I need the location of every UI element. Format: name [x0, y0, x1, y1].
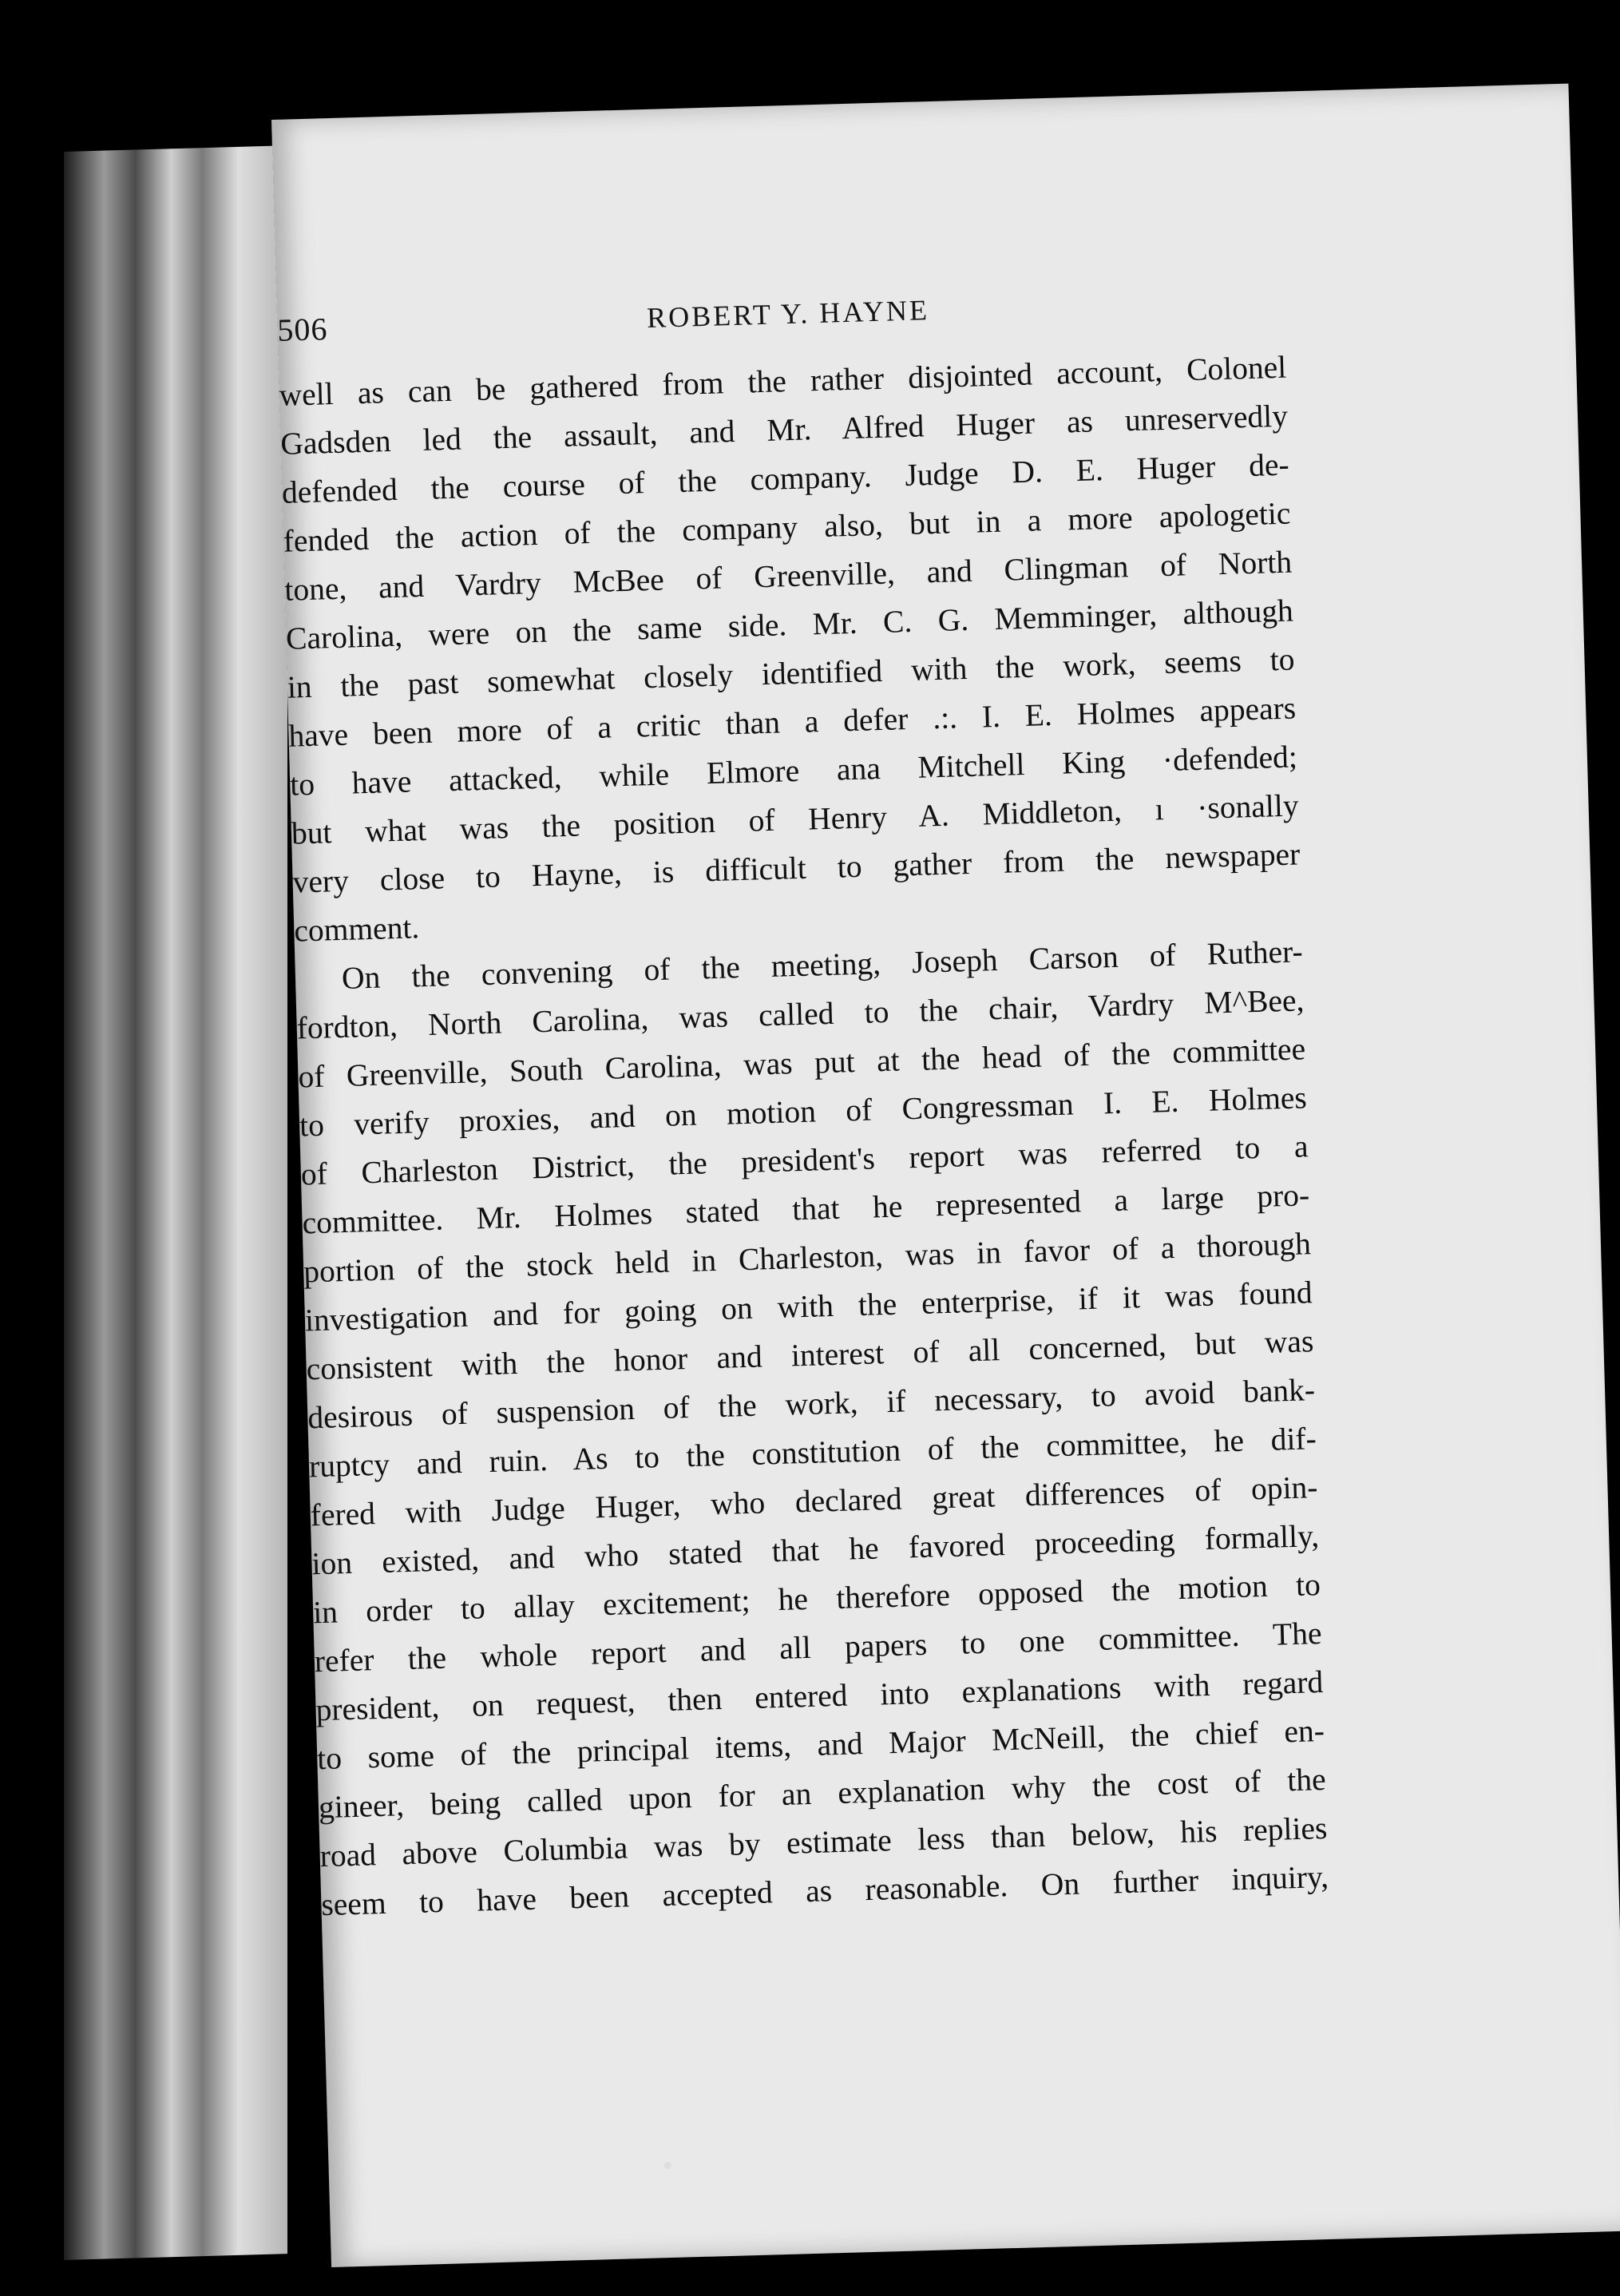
text-line: defended the course of the company. Judge D. E. Huger de-: [281, 446, 1290, 510]
text-line: tone, and Vardry McBee of Greenville, and Clingman of North: [283, 544, 1293, 608]
text-line: committee. Mr. Holmes stated that he represented a large pro-: [301, 1177, 1310, 1241]
paragraph-1: [279, 343, 1302, 956]
text-line: in order to allay excitement; he therefore opposed the motion to: [312, 1567, 1321, 1631]
text-line: of Greenville, South Carolina, was put at the head of the committee: [297, 1031, 1306, 1095]
text-line: refer the whole report and all papers to one committee. The: [314, 1616, 1323, 1679]
running-head: ROBERT Y. HAYNE: [646, 294, 930, 334]
text-line: to some of the principal items, and Major McNeill, the chief en-: [316, 1712, 1325, 1777]
text-line: Gadsden led the assault, and Mr. Alfred Huger as unreservedly: [279, 398, 1289, 462]
text-line: seem to have been accepted as reasonable. On further inquiry,: [320, 1858, 1329, 1923]
text-line: well as can be gathered from the rather disjointed account, Colonel: [279, 349, 1287, 413]
text-line: ion existed, and who stated that he favored proceeding formally,: [311, 1518, 1320, 1582]
paragraph-2: [295, 927, 1329, 1929]
text-line: Carolina, were on the same side. Mr. C. G. Memminger, although: [285, 593, 1294, 656]
text-line: in the past somewhat closely identified with the work, seems to: [287, 641, 1295, 705]
text-line: of Charleston District, the president's report was referred to a: [300, 1128, 1309, 1192]
text-line: fordton, North Carolina, was called to the chair, Vardry M^Bee,: [296, 982, 1305, 1046]
text-line: desirous of suspension of the work, if necessary, to avoid bank-: [307, 1372, 1316, 1436]
text-line: president, on request, then entered into explanations with regard: [315, 1664, 1324, 1728]
body-text: [279, 343, 1329, 1929]
text-line: to verify proxies, and on motion of Congressman I. E. Holmes: [299, 1080, 1308, 1144]
text-line: fered with Judge Huger, who declared great differences of opin-: [310, 1469, 1318, 1533]
page-number: 506: [276, 311, 328, 348]
text-line: investigation and for going on with the enterprise, if it was found: [304, 1275, 1313, 1338]
book-page: [271, 84, 1620, 2267]
text-line: road above Columbia was by estimate less than below, his replies: [319, 1810, 1328, 1874]
text-line: ruptcy and ruin. As to the constitution of the committee, he dif-: [308, 1421, 1317, 1485]
text-line: portion of the stock held in Charleston, was in favor of a thorough: [303, 1226, 1312, 1290]
text-line: very close to Hayne, is difficult to gather from the newspaper: [292, 836, 1301, 900]
text-line: consistent with the honor and interest of all concerned, but was: [306, 1323, 1314, 1387]
text-line: but what was the position of Henry A. Middleton, ı ·sonally: [291, 787, 1300, 851]
page-header: [277, 276, 1575, 359]
text-line: to have attacked, while Elmore ana Mitchell King ·defended;: [289, 739, 1298, 803]
text-line: have been more of a critic than a defer .:. I. E. Holmes appears: [287, 690, 1297, 754]
book-page-edges: [64, 145, 287, 2260]
text-line: comment.: [293, 910, 420, 949]
text-line: gineer, being called upon for an explanation why the cost of the: [318, 1761, 1327, 1826]
text-line: On the convening of the meeting, Joseph Carson of Ruther-: [341, 934, 1304, 996]
paper-speck: [664, 2162, 671, 2169]
text-line: fended the action of the company also, but in a more apologetic: [283, 495, 1291, 559]
